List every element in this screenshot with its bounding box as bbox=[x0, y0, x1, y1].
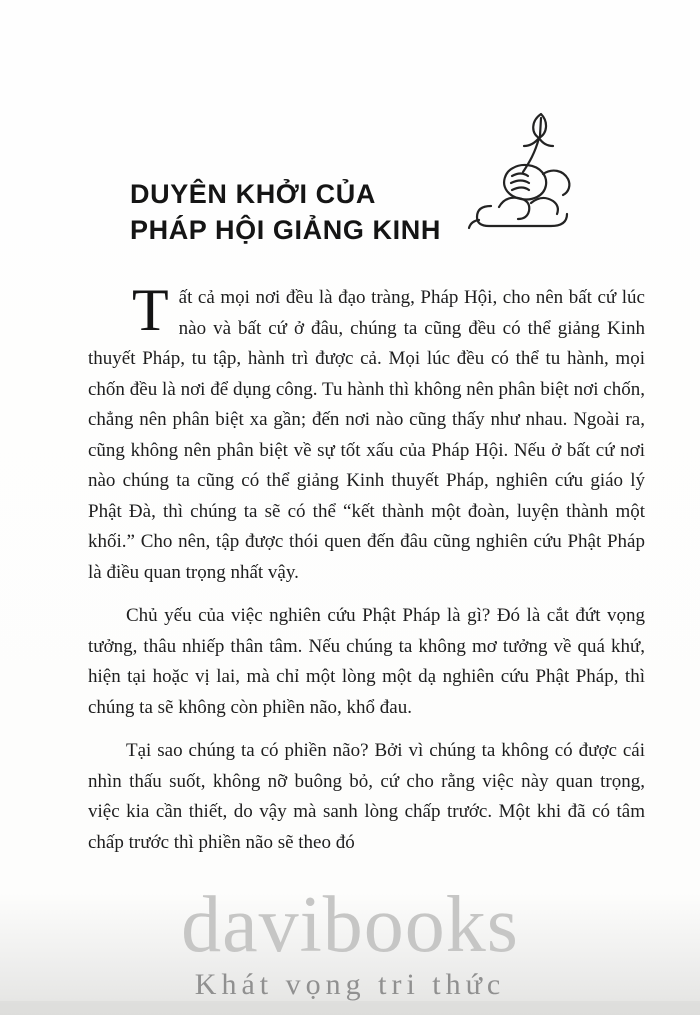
chapter-title bbox=[130, 176, 441, 248]
hand-lotus-illustration bbox=[455, 108, 605, 243]
hand-lotus-illustration-svg bbox=[455, 108, 605, 243]
paragraph-1-text: ất cả mọi nơi đều là đạo tràng, Pháp Hội, cho nên bất cứ lúc nào và bất cứ ở đâu, chúng ta cũng đều có thể giảng Kinh thuyết Pháp, tu tập, hành trì được cả. Mọi lúc đều có thể tu hành, mọi chốn đều là nơi để dụng công. Tu hành thì không nên phân biệt nơi chốn, chẳng nên phân biệt xa gần; đến nơi nào cũng thấy như nhau. Ngoài ra, cũng không nên phân biệt về sự tốt xấu của Pháp Hội. Nếu ở bất cứ nơi nào chúng ta cũng có thể giảng Kinh thuyết Pháp, nghiên cứu giáo lý Phật Đà, thì chúng ta sẽ có thể “kết thành một đoàn, luyện thành một khối.” Cho nên, tập được thói quen đến đâu cũng nghiên cứu Phật Pháp là điều quan trọng nhất vậy. bbox=[88, 287, 645, 583]
paragraph-2 bbox=[88, 601, 645, 723]
scan-bottom-shade bbox=[0, 1001, 700, 1015]
chapter-title-line2: PHÁP HỘI GIẢNG KINH bbox=[130, 215, 441, 245]
paragraph-3-text: Tại sao chúng ta có phiền não? Bởi vì chúng ta không có được cái nhìn thấu suốt, không nỡ buông bỏ, cứ cho rằng việc này quan trọng, việc kia cần thiết, do vậy mà sanh lòng chấp trước. Một khi đã có tâm chấp trước thì phiền não sẽ theo đó bbox=[88, 740, 645, 853]
chapter-title-line1: DUYÊN KHỞI CỦA bbox=[130, 179, 376, 209]
paragraph-1 bbox=[88, 277, 645, 588]
body-text bbox=[88, 277, 645, 858]
watermark bbox=[0, 881, 700, 1003]
dropcap-letter: T bbox=[132, 277, 169, 343]
paragraph-3 bbox=[88, 736, 645, 858]
paragraph-2-text: Chủ yếu của việc nghiên cứu Phật Pháp là gì? Đó là cắt đứt vọng tưởng, thâu nhiếp thân tâm. Nếu chúng ta không mơ tưởng về quá khứ, hiện tại hoặc vị lai, mà chỉ một lòng một dạ nghiên cứu Phật Pháp, thì chúng ta sẽ không còn phiền não, khổ đau. bbox=[88, 605, 645, 718]
watermark-brand: davibooks bbox=[181, 881, 519, 969]
watermark-slogan: Khát vọng tri thức bbox=[194, 968, 506, 1001]
